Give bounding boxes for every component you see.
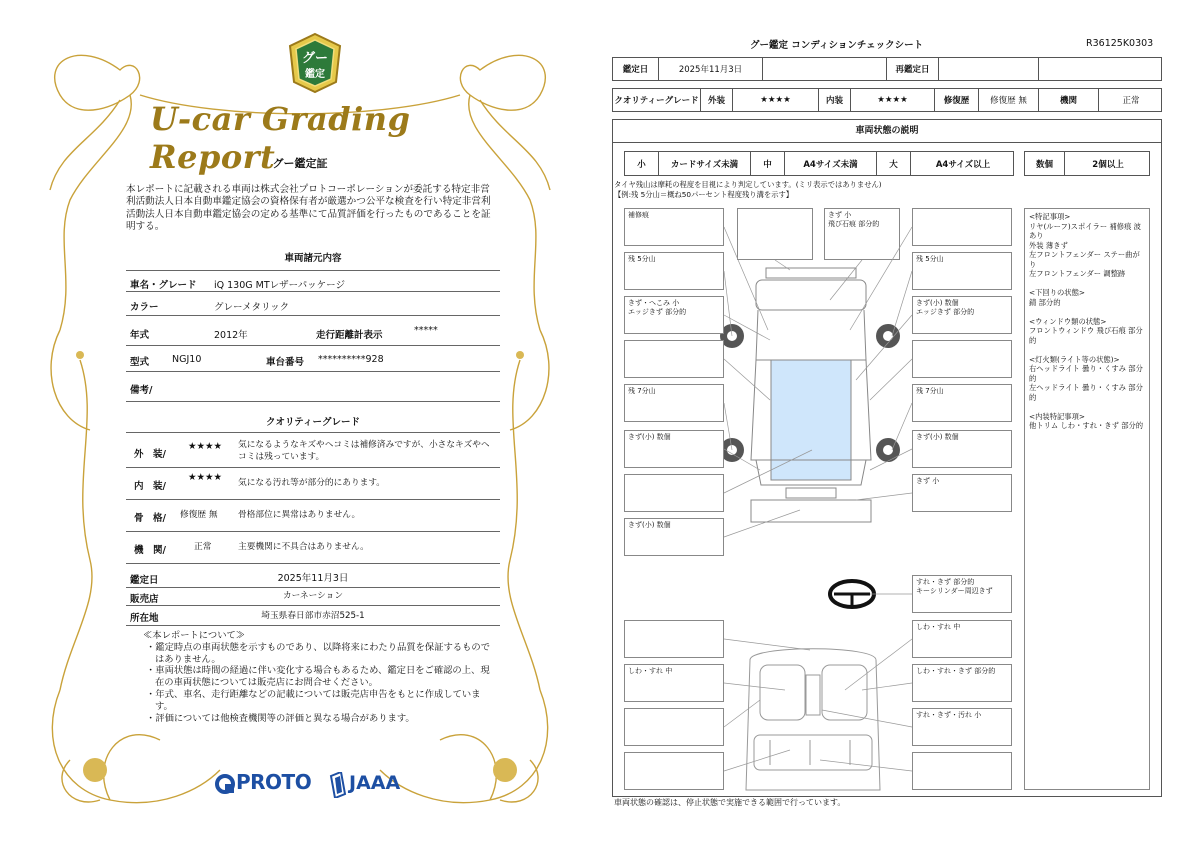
special-note: <灯火類(ライト等の状態)> 右ヘッドライト 曇り・くすみ 部分的 左ヘッドライト 曇り・くすみ 部分的 [1029, 354, 1143, 402]
damage-box-right: 残 5分山 [912, 252, 1012, 290]
chassis-label: 車台番号 [266, 357, 305, 368]
reappraisal-label: 再鑑定日 [887, 58, 939, 80]
location-label: 所在地 [130, 613, 159, 624]
quality-row-engine [126, 532, 500, 564]
frame-value: 修復歴 無 [180, 510, 218, 520]
certificate-title: グー鑑定証 [272, 157, 328, 170]
engine-value: 正常 [194, 542, 212, 552]
spec-section-title: 車両諸元内容 [284, 253, 342, 264]
year-value: 2012年 [214, 330, 248, 341]
footer-note: 車両状態の確認は、停止状態で実施できる範囲で行っています。 [614, 798, 846, 807]
count-desc: 2個以上 [1092, 159, 1124, 170]
tire-note-line: 【例:残 5分山＝概ね50パーセント程度残り溝を示す】 [614, 189, 794, 199]
remarks-label: 備考/ [130, 385, 153, 396]
damage-box-right: きず 小 [912, 474, 1012, 512]
report-title-text: U-car Grading Report [150, 100, 411, 176]
description-title: 車両状態の説明 [612, 119, 1162, 143]
spec-row-year [126, 316, 500, 346]
interior-box-right: しわ・すれ・きず 部分的 [912, 664, 1012, 702]
svg-text:鑑定: 鑑定 [305, 69, 325, 80]
jaaa-logo-icon [329, 772, 347, 798]
name-label: 車名・グレード [130, 280, 197, 291]
note-item: ・年式、車名、走行距離などの記載については販売店申告をもとに作成しています。 [146, 688, 481, 712]
repair-label: 修復歴 [935, 89, 979, 111]
year-label: 年式 [130, 330, 150, 341]
name-value: iQ 130G MTレザーパッケージ [214, 280, 345, 291]
exterior-stars: ★★★★ [733, 89, 819, 111]
size-large-desc: A4サイズ以上 [935, 159, 991, 170]
damage-box-right: きず(小) 数個 [912, 430, 1012, 468]
note-item: ・鑑定時点の車両状態を示すものであり、以降将来にわたり品質を保証するものではありません。 [146, 641, 490, 665]
sheet-id: R36125K0303 [1086, 38, 1154, 49]
report-notes [143, 630, 493, 724]
mileage-value: ***** [414, 325, 438, 336]
interior-box-left: しわ・すれ 中 [624, 664, 724, 702]
interior-stars: ★★★★ [188, 472, 223, 483]
interior-text: 気になる汚れ等が部分的にあります。 [238, 478, 385, 488]
damage-box-left: 残 7分山 [624, 384, 724, 422]
spec-row-name [126, 270, 500, 292]
exterior-stars: ★★★★ [188, 441, 223, 452]
quality-section-title: クオリティーグレード [265, 417, 361, 428]
color-value: グレーメタリック [214, 302, 290, 313]
size-mid-desc: A4サイズ未満 [785, 152, 877, 175]
frame-text: 骨格部位に異常はありません。 [238, 510, 361, 520]
damage-box-left: きず(小) 数個 [624, 430, 724, 468]
key-damage-box: すれ・きず 部分的 キーシリンダー周辺きず [912, 575, 1012, 613]
special-notes-box [1024, 208, 1150, 790]
exterior-text: 気になるようなキズやヘコミは補修済みですが、小さなキズやヘコミは残っています。 [238, 440, 490, 462]
interior-stars: ★★★★ [851, 89, 935, 111]
color-label: カラー [130, 302, 159, 313]
mileage-label: 走行距離計表示 [316, 330, 383, 341]
damage-box-top: きず 小 飛び石痕 部分的 [824, 208, 900, 260]
damage-box-right: 残 7分山 [912, 384, 1012, 422]
special-note: <内装特記事項> 他トリム しわ・すれ・きず 部分的 [1029, 411, 1144, 430]
damage-box-right: きず(小) 数個 エッジきず 部分的 [912, 296, 1012, 334]
spec-row-model [126, 346, 500, 372]
interior-box-right: すれ・きず・汚れ 小 [912, 708, 1012, 746]
special-note: <特記事項> リヤ(ルーフ)スポイラー 補修痕 波あり 外装 薄きず 左フロントフェンダー ステー曲がり 左フロントフェンダー 調整跡 [1029, 212, 1141, 278]
engine-value: 正常 [1122, 96, 1140, 106]
row-appraisal-date [126, 564, 500, 588]
dealer-label: 販売店 [130, 594, 159, 605]
special-note: <下回りの状態> 錆 部分的 [1029, 288, 1086, 307]
goo-appraisal-badge-icon [286, 32, 344, 94]
svg-text:グー: グー [301, 51, 329, 66]
spec-row-remarks [126, 372, 500, 402]
row-dealer [126, 588, 500, 606]
damage-box-left: きず・へこみ 小 エッジきず 部分的 [624, 296, 724, 334]
date-label: 鑑定日 [613, 58, 659, 80]
size-small-desc: カードサイズ未満 [659, 152, 751, 175]
spec-row-color [126, 292, 500, 316]
notes-title: ≪本レポートについて≫ [143, 630, 246, 641]
size-large-label: 大 [877, 152, 911, 175]
jaaa-logo-text: JAAA [349, 772, 401, 794]
count-label: 数個 [1025, 152, 1065, 175]
note-item: ・評価については他検査機関等の評価と異なる場合があります。 [146, 712, 415, 724]
note-item: ・車両状態は時間の経過に伴い変化する場合もあるため、鑑定日をご確認の上、現在の車両状態については販売店にお問合せください。 [146, 665, 490, 689]
model-label: 型式 [130, 357, 150, 368]
appraisal-date-label: 鑑定日 [130, 575, 159, 586]
certificate-statement: 本レポートに記載される車両は株式会社プロトコーポレーションが委託する特定非営利活動法人日本自動車鑑定協会の資格保有者が厳選かつ公平な検査を行い特定非営利活動法人日本自動車鑑定協会の定める基準にて品質評価を行ったものであることを証明する。 [126, 184, 491, 233]
logos [214, 770, 414, 800]
damage-box-left: 補修痕 [624, 208, 724, 246]
exterior-label: 外装 [701, 89, 733, 111]
quality-row-interior [126, 468, 500, 500]
engine-label: 機関 [1039, 89, 1099, 111]
quality-label: クオリティーグレード [613, 89, 701, 111]
engine-label: 機 関/ [134, 545, 166, 556]
dealer-value: カーネーション [282, 591, 344, 601]
interior-label: 内装 [819, 89, 851, 111]
quality-row-frame [126, 500, 500, 532]
engine-text: 主要機関に不具合はありません。 [238, 542, 369, 552]
sheet-title: グー鑑定 コンディションチェックシート [750, 40, 924, 51]
proto-logo-text: PROTO [236, 770, 312, 794]
special-note: <ウィンドウ類の状態> フロントウィンドウ 飛び石痕 部分的 [1029, 316, 1143, 345]
size-mid-label: 中 [751, 152, 785, 175]
appraisal-date-value: 2025年11月3日 [277, 573, 349, 584]
date-value: 2025年11月3日 [659, 58, 763, 80]
interior-box-right: しわ・すれ 中 [912, 620, 1012, 658]
size-small-label: 小 [625, 152, 659, 175]
row-location [126, 606, 500, 626]
damage-box-left: きず(小) 数個 [624, 518, 724, 556]
exterior-label: 外 装/ [134, 449, 166, 460]
repair-value: 修復歴 無 [979, 89, 1039, 111]
location-value: 埼玉県春日部市赤沼525-1 [261, 611, 365, 621]
quality-row-exterior [126, 432, 500, 468]
chassis-value: **********928 [318, 354, 384, 365]
tire-note-line: タイヤ残山は摩耗の程度を目視により判定しています。(ミリ表示ではありません) [614, 180, 882, 189]
model-value: NGJ10 [172, 354, 202, 365]
proto-logo-icon [214, 773, 236, 795]
condition-check-sheet [600, 0, 1200, 848]
damage-box-left: 残 5分山 [624, 252, 724, 290]
frame-label: 骨 格/ [134, 513, 166, 524]
interior-label: 内 装/ [134, 481, 166, 492]
